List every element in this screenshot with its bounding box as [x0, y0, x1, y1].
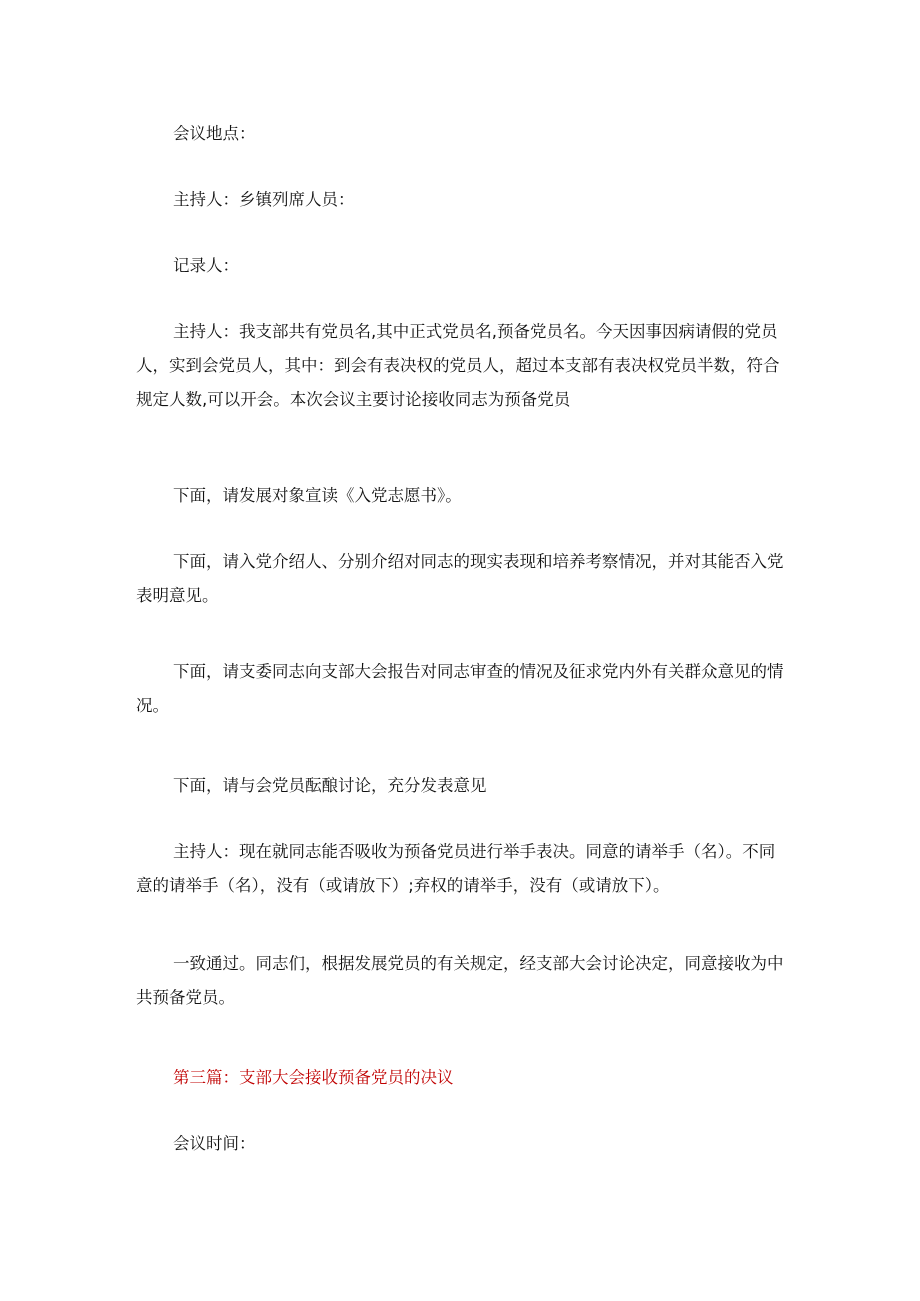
- host-and-attendees: 主持人：乡镇列席人员：: [173, 190, 355, 209]
- recorder: 记录人：: [173, 256, 239, 275]
- resolution-paragraph: 一致通过。同志们，根据发展党员的有关规定，经支部大会讨论决定，同意接收为中共预备党员。: [136, 954, 784, 1007]
- discussion-paragraph: 下面，请与会党员酝酿讨论，充分发表意见: [173, 776, 487, 795]
- read-application-paragraph: 下面，请发展对象宣读《入党志愿书》。: [173, 486, 462, 505]
- host-opening-statement: 主持人：我支部共有党员名,其中正式党员名,预备党员名。今天因事因病请假的党员人，实到会党员人，其中：到会有表决权的党员人，超过本支部有表决权党员半数，符合规定人数,可以开会。本次会议主要讨论接收同志为预备党员: [136, 322, 780, 409]
- section-heading: 第三篇：支部大会接收预备党员的决议: [173, 1068, 454, 1087]
- vote-paragraph: 主持人：现在就同志能否吸收为预备党员进行举手表决。同意的请举手（名）。不同意的请举手（名），没有（或请放下）;弃权的请举手，没有（或请放下）。: [136, 842, 776, 895]
- meeting-time: 会议时间：: [173, 1134, 256, 1153]
- introducers-paragraph: 下面，请入党介绍人、分别介绍对同志的现实表现和培养考察情况，并对其能否入党表明意见。: [136, 552, 784, 605]
- meeting-location: 会议地点：: [173, 124, 256, 143]
- committee-report-paragraph: 下面，请支委同志向支部大会报告对同志审查的情况及征求党内外有关群众意见的情况。: [136, 662, 784, 715]
